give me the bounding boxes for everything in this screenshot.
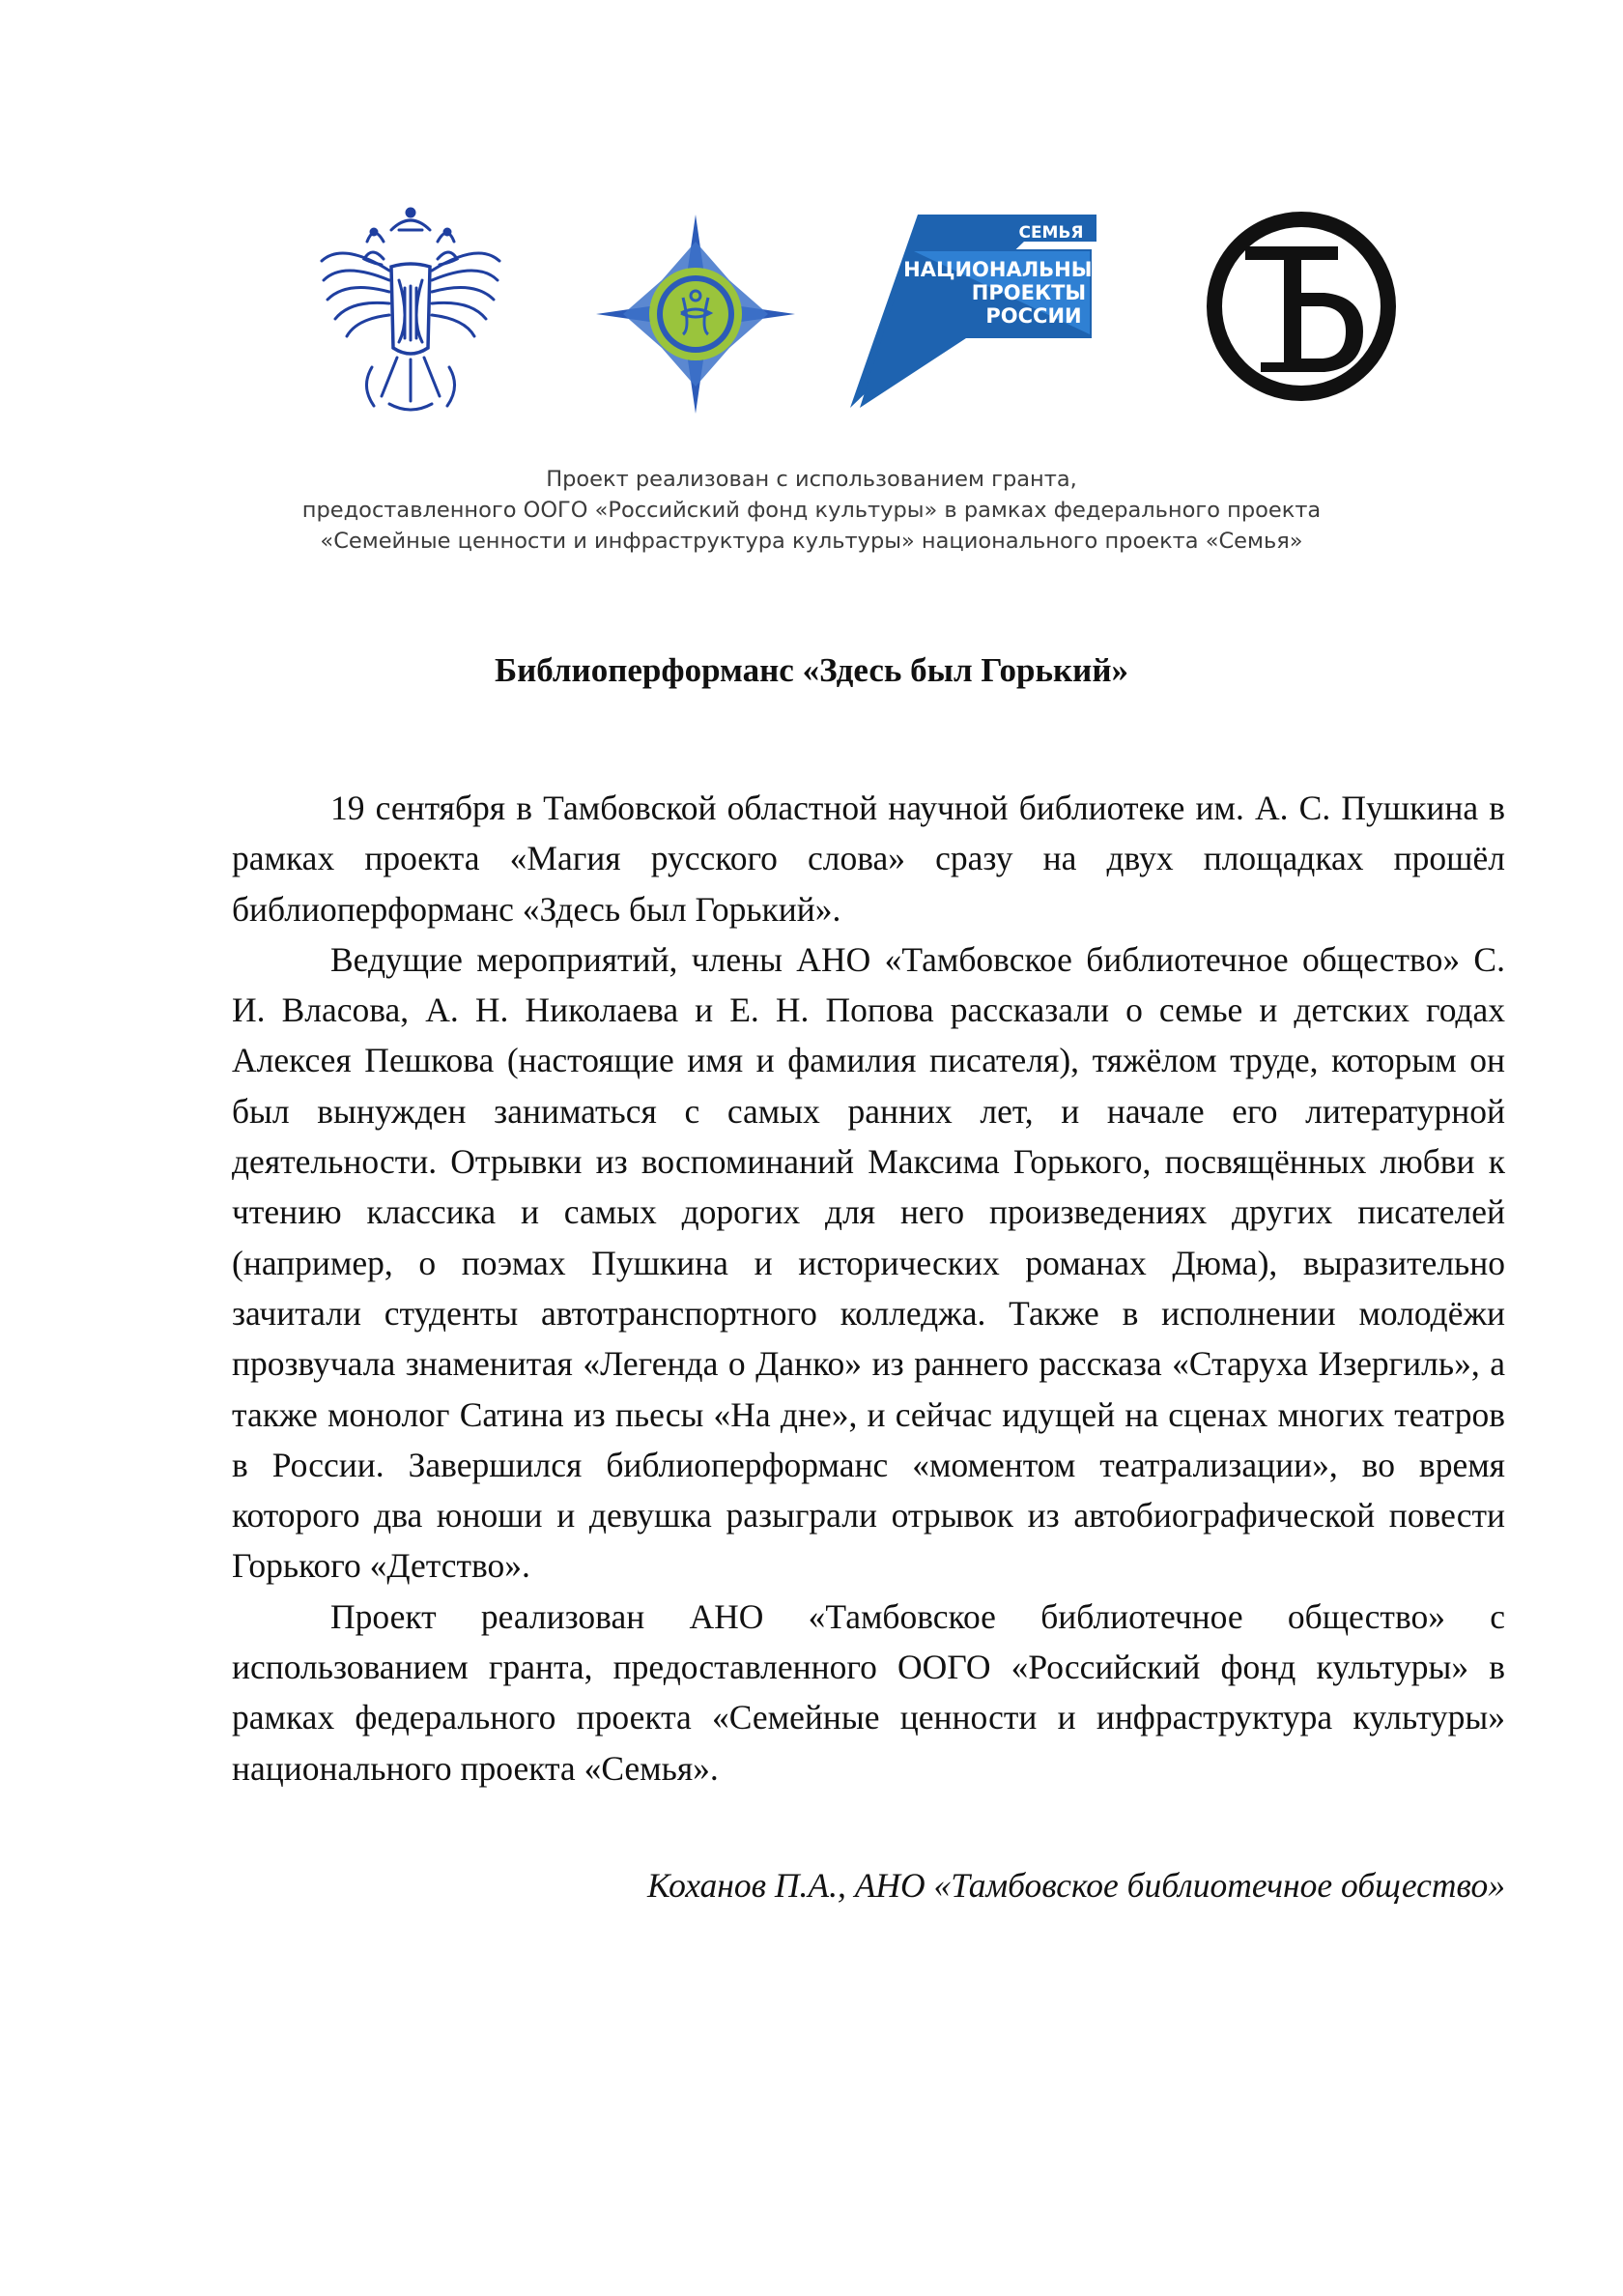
- natproj-line-3: РОССИИ: [985, 304, 1082, 328]
- grant-note-line-1: Проект реализован с использованием гранта,: [546, 467, 1077, 492]
- national-projects-graphic: [850, 203, 1101, 411]
- paragraph-2: Ведущие мероприятий, члены АНО «Тамбовское библиотечное общество» С. И. Власова, А. Н. Николаева и Е. Н. Попова рассказали о семье и детских годах Алексея Пешкова (настоящие имя и фамилия писателя), тяжёлом труде, которым он был вынужден заниматься с самых ранних лет, и начале его литературной деятельности. Отрывки из воспоминаний Максима Горького, посвящённых любви к чтению классика и самых дорогих для него произведениях других писателей (например, о поэмах Пушкина и исторических романах Дюма), выразительно зачитали студенты автотранспортного колледжа. Также в исполнении молодёжи прозвучала знаменитая «Легенда о Данко» из раннего рассказа «Старуха Изергиль», а также монолог Сатина из пьесы «На дне», и сейчас идущей на сценах многих театров в России. Завершился библиоперформанс «моментом театрализации», во время которого два юноши и девушка разыграли отрывок из автобиографической повести Горького «Детство».: [232, 939, 1505, 1586]
- culture-fund-star-graphic: [594, 213, 797, 416]
- grant-note-line-3: «Семейные ценности и инфраструктура культуры» национального проекта «Семья»: [320, 529, 1303, 554]
- paragraph-1: 19 сентября в Тамбовской областной научной библиотеке им. А. С. Пушкина в рамках проекта «Магия русского слова» сразу на двух площадках прошёл библиоперформанс «Здесь был Горький».: [232, 789, 1505, 929]
- ministry-eagle-icon: [314, 203, 507, 420]
- culture-fund-star-icon: [594, 213, 797, 416]
- natproj-line-1: НАЦИОНАЛЬНЫЕ: [903, 258, 1101, 281]
- document-title: Библиоперформанс «Здесь был Горький»: [494, 651, 1129, 689]
- grant-note: [232, 464, 1391, 557]
- ministry-eagle-graphic: [314, 203, 507, 420]
- paragraph-3: Проект реализован АНО «Тамбовское библиотечное общество» с использованием гранта, предоставленного ООГО «Российский фонд культуры» в рамках федерального проекта «Семейные ценности и инфраструктура культуры» национального проекта «Семья».: [232, 1596, 1505, 1788]
- natproj-line-2: ПРОЕКТЫ: [971, 281, 1087, 304]
- author-signature: Коханов П.А., АНО «Тамбовское библиотечное общество»: [646, 1866, 1505, 1905]
- library-society-monogram-icon: [1203, 208, 1401, 406]
- library-society-monogram-graphic: [1203, 208, 1401, 406]
- article-body: [232, 783, 1505, 1794]
- logo-strip: [0, 203, 1623, 435]
- natproj-top-label: СЕМЬЯ: [1018, 223, 1084, 243]
- national-projects-icon: [850, 203, 1101, 411]
- grant-note-line-2: предоставленного ООГО «Российский фонд культуры» в рамках федерального проекта: [301, 498, 1322, 523]
